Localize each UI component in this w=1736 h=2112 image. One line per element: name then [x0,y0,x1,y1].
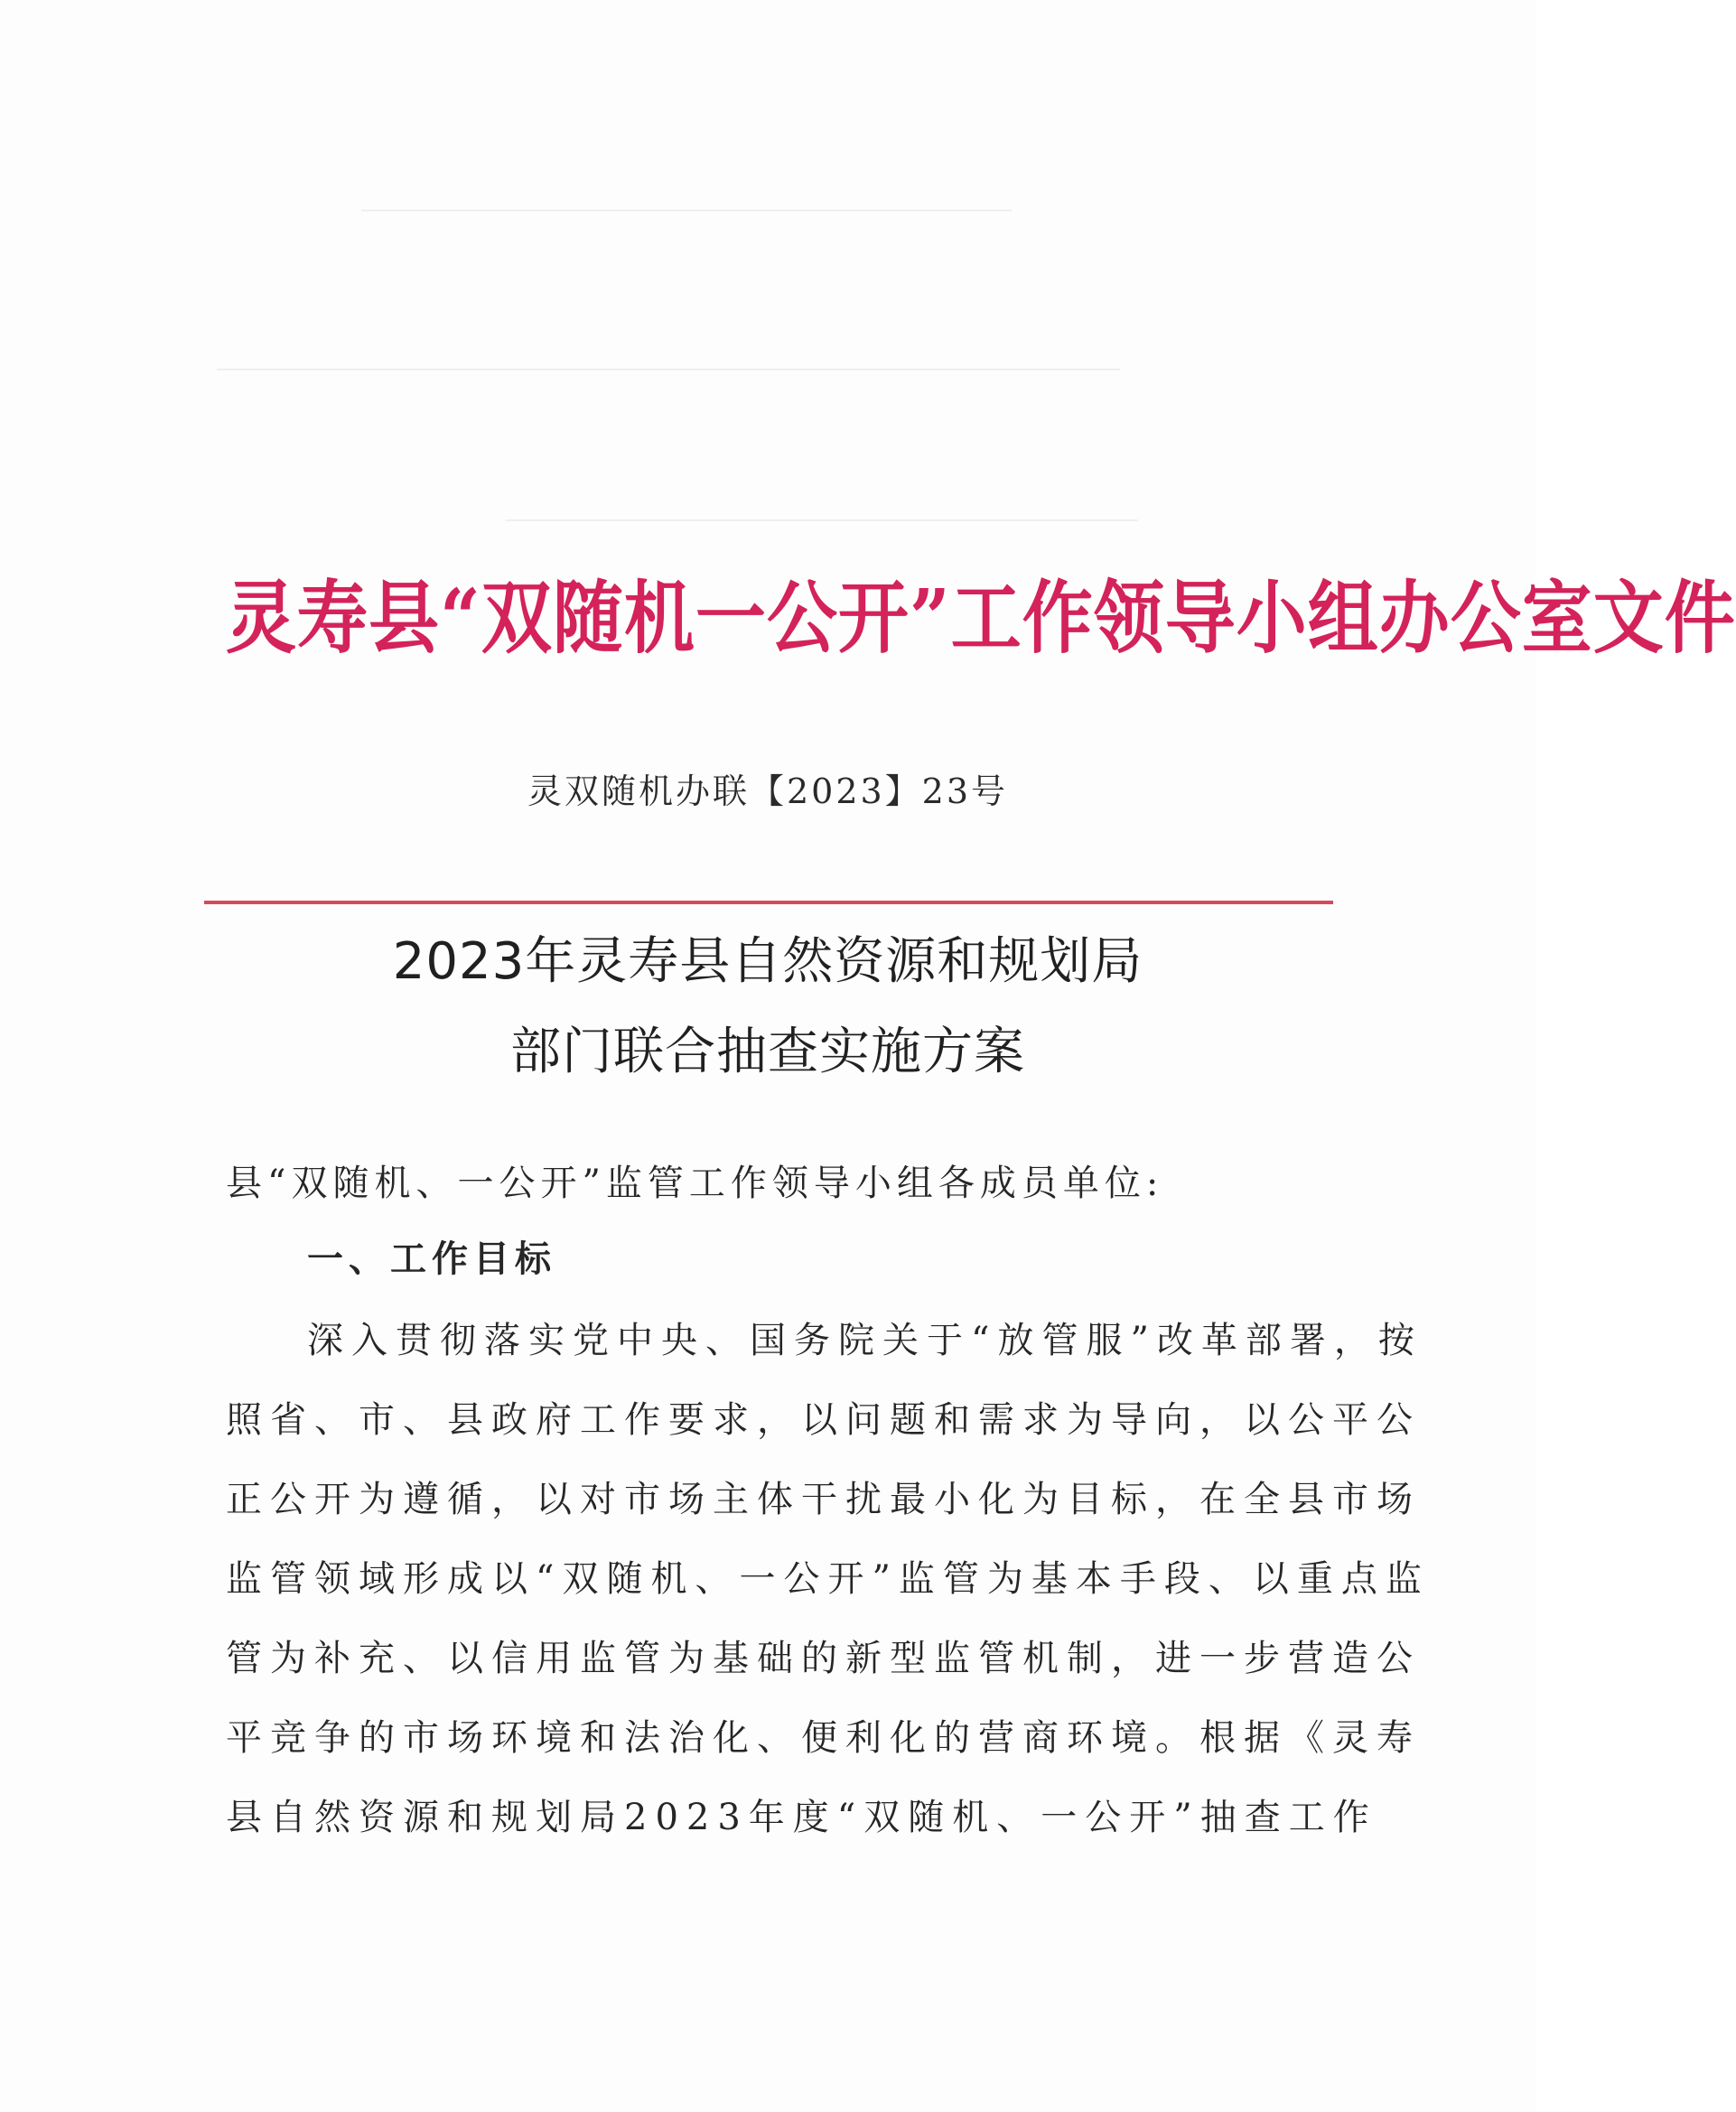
issuing-office-header: 灵寿县“双随机一公开”工作领导小组办公室文件 [226,573,1736,665]
document-title-line-1: 2023年灵寿县自然资源和规划局 [392,932,1143,991]
paragraph-line: 照省、市、县政府工作要求，以问题和需求为导向，以公平公 [226,1399,1421,1441]
paragraph-line: 正公开为遵循，以对市场主体干扰最小化为目标，在全县市场 [226,1479,1421,1520]
paragraph-line: 县自然资源和规划局2023年度“双随机、一公开”抽查工作 [226,1797,1377,1838]
salutation: 县“双随机、一公开”监管工作领导小组各成员单位: [226,1163,1164,1204]
section-heading: 一、工作目标 [307,1238,556,1280]
paragraph-line: 深入贯彻落实党中央、国务院关于“放管服”改革部署，按 [307,1320,1423,1361]
paragraph-line: 监管领域形成以“双随机、一公开”监管为基本手段、以重点监 [226,1558,1430,1600]
document-number: 灵双随机办联【2023】23号 [527,771,1009,811]
red-divider-rule [204,901,1333,904]
paragraph-line: 管为补充、以信用监管为基础的新型监管机制，进一步营造公 [226,1638,1421,1679]
scan-artifact [506,519,1138,521]
scan-artifact [217,369,1120,370]
paragraph-line: 平竞争的市场环境和法治化、便利化的营商环境。根据《灵寿 [226,1717,1421,1759]
document-title-line-2: 部门联合抽查实施方案 [510,1023,1025,1081]
scan-artifact [361,210,1012,211]
